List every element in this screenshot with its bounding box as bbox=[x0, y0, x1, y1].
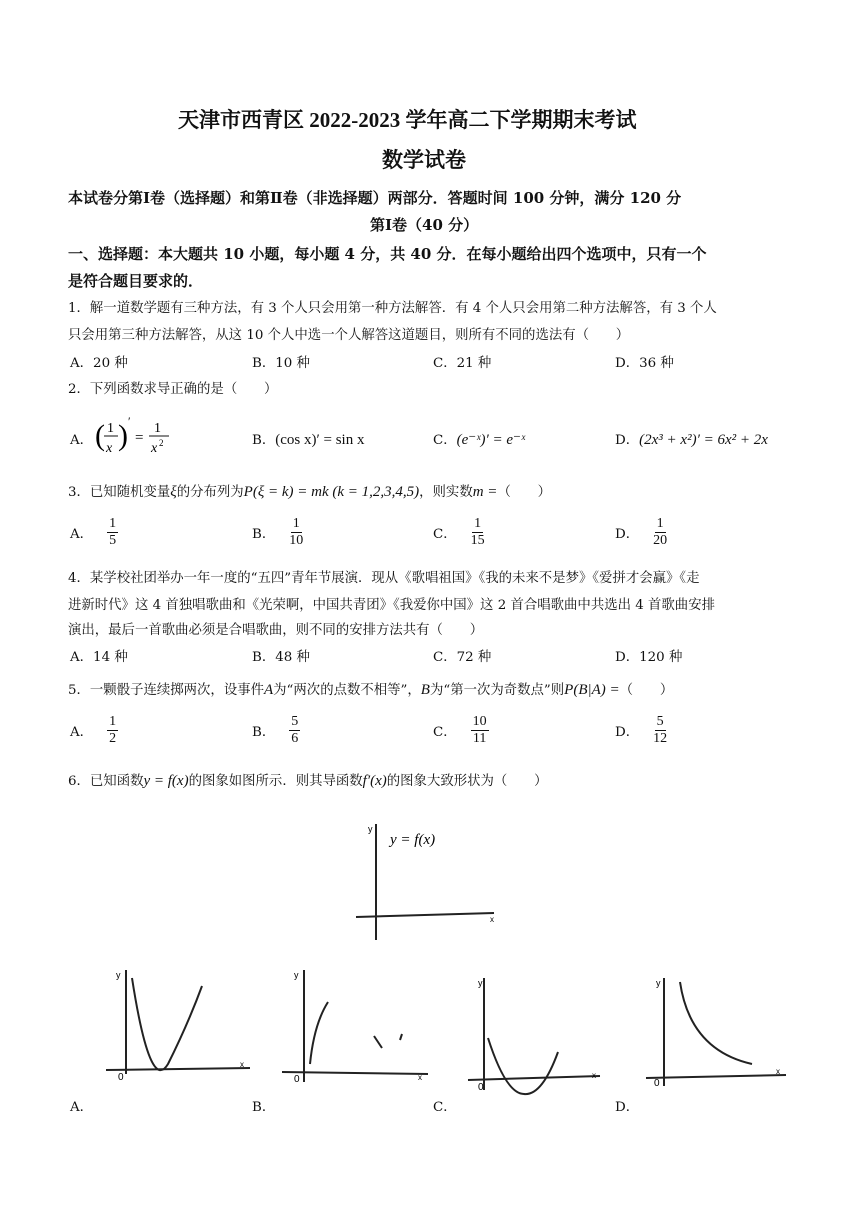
q3-stem bbox=[68, 481, 551, 501]
q3-option-c bbox=[433, 516, 485, 549]
q5-option-d-num: 5 bbox=[656, 714, 664, 729]
q1-stem-line1: 1．解一道数学题有三种方法，有 3 个人只会用第一种方法解答．有 4 个人只会用第二种方法解答，有 3 个人 bbox=[68, 301, 717, 316]
q2-option-d-formula: (2x³ + x²)′ = 6x² + 2x bbox=[639, 432, 768, 448]
q5-option-c-num: 10 bbox=[472, 714, 487, 729]
option-b-curve-2 bbox=[374, 1036, 382, 1048]
q5-option-b-den: 6 bbox=[291, 731, 299, 746]
svg-text:y: y bbox=[116, 970, 121, 980]
q5-stem-end: （ ） bbox=[619, 683, 674, 698]
section1-instructions-line1: 一、选择题：本大题共 10 小题，每小题 4 分，共 40 分．在每小题给出四个选项中，只有一个 bbox=[68, 245, 707, 263]
q2-option-b bbox=[252, 429, 364, 449]
q5-option-a bbox=[70, 714, 118, 747]
q5-option-b-num: 5 bbox=[291, 714, 299, 729]
q5-formula: P(B|A) = bbox=[564, 682, 620, 698]
q3-option-c-fraction bbox=[471, 516, 485, 549]
q4-option-a: A．14 种 bbox=[70, 650, 128, 665]
svg-text:y: y bbox=[368, 824, 373, 834]
q3-option-a bbox=[70, 516, 118, 549]
q6-stem-end: 的图象大致形状为（ ） bbox=[386, 774, 548, 789]
q3-option-d-den: 20 bbox=[653, 533, 668, 548]
q3-stem-end: （ ） bbox=[497, 485, 551, 500]
q6-option-a-label: A． bbox=[70, 1100, 94, 1115]
svg-text:): ) bbox=[118, 419, 129, 452]
q2-option-b-label: B． bbox=[252, 433, 276, 448]
svg-text:0: 0 bbox=[294, 1074, 300, 1085]
option-c-curve bbox=[488, 1038, 558, 1094]
q5-option-d-den: 12 bbox=[653, 731, 668, 746]
q5-option-a-num: 1 bbox=[109, 714, 117, 729]
exam-subtitle: 数学试卷 bbox=[382, 148, 466, 172]
q5-var-a: A bbox=[264, 682, 274, 698]
q6-option-c-label: C． bbox=[433, 1100, 457, 1115]
svg-text:=: = bbox=[135, 430, 144, 446]
q1-option-a: A．20 种 bbox=[70, 356, 128, 371]
svg-text:0: 0 bbox=[478, 1082, 484, 1093]
svg-text:x: x bbox=[151, 441, 158, 456]
option-a-curve bbox=[132, 978, 202, 1070]
q4-option-c: C．72 种 bbox=[433, 650, 492, 665]
q2-option-a-formula bbox=[93, 412, 203, 464]
q5-option-a-label: A． bbox=[70, 725, 94, 740]
svg-text:x: x bbox=[240, 1060, 244, 1069]
q6-option-d-graph bbox=[640, 972, 800, 1092]
q5-stem-mid: 为“两次的点数不相等”， bbox=[273, 683, 421, 698]
q5-var-b: B bbox=[420, 682, 430, 698]
q4-option-b: B．48 种 bbox=[252, 650, 310, 665]
q3-option-b-num: 1 bbox=[292, 516, 300, 531]
q3-stem-m: m = bbox=[472, 484, 498, 500]
svg-text:x: x bbox=[490, 915, 494, 924]
q6-stem bbox=[68, 770, 547, 790]
q6-stem-mid: 的图象如图所示．则其导函数 bbox=[188, 774, 363, 789]
exam-intro: 本试卷分第Ⅰ卷（选择题）和第Ⅱ卷（非选择题）两部分．答题时间 100 分钟，满分 120 分 bbox=[68, 189, 682, 207]
svg-text:x: x bbox=[776, 1067, 780, 1076]
q5-stem-pre: 5．一颗骰子连续掷两次，设事件 bbox=[68, 683, 264, 698]
q5-option-b-label: B． bbox=[252, 725, 276, 740]
q3-option-b-label: B． bbox=[252, 527, 276, 542]
svg-text:′: ′ bbox=[128, 414, 131, 428]
q3-option-a-num: 1 bbox=[109, 516, 117, 531]
q3-stem-var: ξ bbox=[170, 484, 177, 500]
svg-text:0: 0 bbox=[654, 1078, 660, 1089]
q3-stem-pre: 3．已知随机变量 bbox=[68, 485, 171, 500]
q3-stem-mid: 的分布列为 bbox=[176, 485, 244, 500]
q5-stem bbox=[68, 679, 673, 699]
q3-option-c-label: C． bbox=[433, 527, 457, 542]
q1-option-c: C．21 种 bbox=[433, 356, 492, 371]
q3-option-d-num: 1 bbox=[656, 516, 664, 531]
q2-option-d-label: D． bbox=[615, 433, 640, 448]
svg-text:2: 2 bbox=[159, 438, 164, 448]
option-b-curve-3 bbox=[400, 1034, 402, 1040]
q3-option-c-den: 15 bbox=[470, 533, 485, 548]
q5-option-b bbox=[252, 714, 300, 747]
svg-text:0: 0 bbox=[118, 1072, 124, 1083]
svg-text:x: x bbox=[106, 441, 113, 456]
section1-instructions-line2: 是符合题目要求的． bbox=[68, 272, 204, 290]
exam-title: 天津市西青区 2022-2023 学年高二下学期期末考试 bbox=[178, 108, 637, 132]
q5-option-d-label: D． bbox=[615, 725, 640, 740]
q4-stem-line3: 演出，最后一首歌曲必须是合唱歌曲，则不同的安排方法共有（ ） bbox=[68, 623, 484, 638]
option-d-curve bbox=[680, 982, 752, 1064]
q2-option-a bbox=[70, 412, 203, 464]
q6-option-c-graph bbox=[462, 966, 622, 1106]
q5-option-d bbox=[615, 714, 667, 747]
q2-option-c-label: C． bbox=[433, 433, 457, 448]
q2-stem: 2．下列函数求导正确的是（ ） bbox=[68, 382, 278, 397]
q5-option-d-fraction bbox=[653, 714, 667, 747]
q5-option-a-den: 2 bbox=[109, 731, 117, 746]
q1-option-b: B．10 种 bbox=[252, 356, 310, 371]
q5-option-c-den: 11 bbox=[472, 731, 487, 746]
q1-stem-line2: 只会用第三种方法解答，从这 10 个人中选一个人解答这道题目，则所有不同的选法有（ ） bbox=[68, 328, 630, 343]
q5-option-a-fraction bbox=[107, 714, 118, 747]
svg-text:x: x bbox=[592, 1071, 596, 1080]
svg-text:1: 1 bbox=[107, 421, 115, 436]
svg-text:x: x bbox=[418, 1073, 422, 1082]
q3-option-a-den: 5 bbox=[109, 533, 117, 548]
q3-option-a-fraction bbox=[107, 516, 118, 549]
q6-option-a-graph bbox=[98, 964, 258, 1089]
q3-stem-formula: P(ξ = k) = mk (k = 1,2,3,4,5) bbox=[243, 484, 420, 500]
q3-stem-post: ，则实数 bbox=[419, 485, 473, 500]
q6-option-b-graph bbox=[276, 964, 436, 1089]
q3-option-b-den: 10 bbox=[289, 533, 304, 548]
svg-text:y: y bbox=[656, 978, 661, 988]
q3-option-d bbox=[615, 516, 667, 549]
q6-option-b-label: B． bbox=[252, 1100, 276, 1115]
q5-option-c-fraction bbox=[471, 714, 489, 747]
q3-option-c-num: 1 bbox=[474, 516, 482, 531]
q4-stem-line1: 4．某学校社团举办一年一度的“五四”青年节展演．现从《歌唱祖国》《我的未来不是梦》《爱拼才会赢》《走 bbox=[68, 571, 700, 586]
svg-text:y: y bbox=[478, 978, 483, 988]
svg-text:(: ( bbox=[95, 419, 106, 452]
q3-option-d-fraction bbox=[653, 516, 667, 549]
q6-deriv: f′(x) bbox=[362, 773, 387, 789]
q3-option-a-label: A． bbox=[70, 527, 94, 542]
q5-option-c bbox=[433, 714, 489, 747]
main-graph-label: y = f(x) bbox=[390, 832, 436, 848]
q5-stem-mid2: 为“第一次为奇数点”则 bbox=[429, 683, 565, 698]
q6-main-graph bbox=[350, 818, 500, 943]
option-b-curve-1 bbox=[310, 1002, 328, 1064]
q4-option-d: D．120 种 bbox=[615, 650, 683, 665]
q4-stem-line2: 进新时代》这 4 首独唱歌曲和《光荣啊，中国共青团》《我爱你中国》这 2 首合唱歌曲中共选出 4 首歌曲安排 bbox=[68, 598, 715, 613]
q2-option-d bbox=[615, 429, 768, 449]
svg-text:1: 1 bbox=[154, 421, 162, 436]
q6-stem-pre: 6．已知函数 bbox=[68, 774, 144, 789]
q5-option-c-label: C． bbox=[433, 725, 457, 740]
q6-option-d-label: D． bbox=[615, 1100, 640, 1115]
q3-option-b bbox=[252, 516, 303, 549]
q6-func: y = f(x) bbox=[143, 773, 189, 789]
q2-option-a-label: A． bbox=[70, 432, 94, 448]
q5-option-b-fraction bbox=[289, 714, 300, 747]
q2-option-c-formula: (e⁻ˣ)′ = e⁻ˣ bbox=[456, 432, 526, 448]
part1-heading: 第Ⅰ卷（40 分） bbox=[370, 216, 479, 234]
q3-option-b-fraction bbox=[289, 516, 303, 549]
q1-option-d: D．36 种 bbox=[615, 356, 674, 371]
q2-option-b-formula: (cos x)′ = sin x bbox=[275, 432, 365, 448]
q3-option-d-label: D． bbox=[615, 527, 640, 542]
q2-option-c bbox=[433, 429, 525, 449]
svg-text:y: y bbox=[294, 970, 299, 980]
